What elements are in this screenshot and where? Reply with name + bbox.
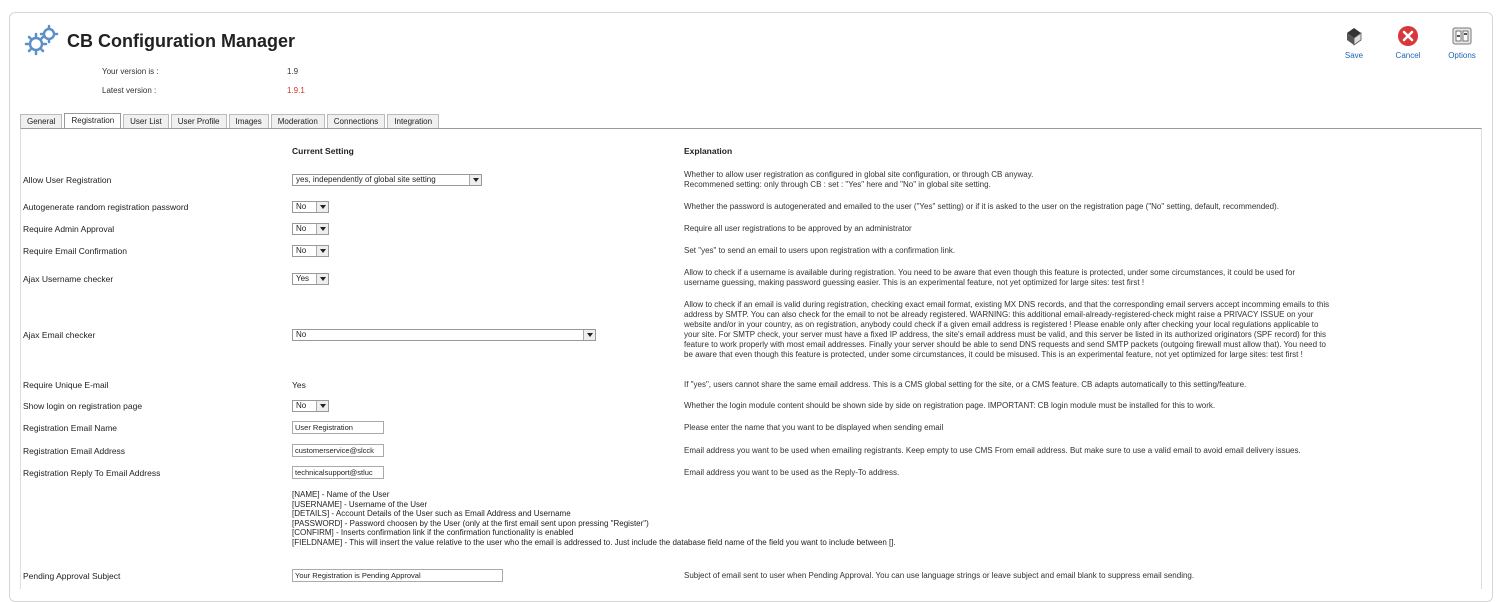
setting-explanation bbox=[684, 170, 1470, 190]
cancel-button[interactable] bbox=[1388, 24, 1428, 60]
registration-email-address-input[interactable]: customerservice@slcck bbox=[292, 444, 384, 457]
legend-line: [FIELDNAME] - This will insert the value relative to the user who the email is addressed to. Just include the database field name of the field you want to include between []. bbox=[292, 537, 896, 547]
chevron-down-icon bbox=[316, 401, 328, 411]
select-value: No bbox=[296, 401, 307, 410]
setting-explanation bbox=[684, 300, 1470, 360]
setting-label: Allow User Registration bbox=[23, 175, 112, 185]
tab-moderation[interactable]: Moderation bbox=[271, 114, 325, 128]
explanation-line: Subject of email sent to user when Pending Approval. You can use language strings or leave subject and email blank to suppress email sending. bbox=[684, 571, 1195, 580]
setting-label: Require Unique E-mail bbox=[23, 380, 109, 390]
setting-label: Registration Email Address bbox=[23, 446, 126, 456]
allow-registration-select[interactable] bbox=[292, 174, 482, 186]
options-icon bbox=[1450, 24, 1474, 48]
tab-connections[interactable]: Connections bbox=[327, 114, 385, 128]
email-confirmation-select[interactable] bbox=[292, 245, 329, 257]
gears-icon bbox=[24, 24, 60, 58]
reply-to-email-input[interactable]: technicalsupport@stluc bbox=[292, 466, 384, 479]
unique-email-value: Yes bbox=[292, 380, 306, 390]
explanation-line: If "yes", users cannot share the same email address. This is a CMS global setting for the site, or a CMS feature. CB adapts automatically to this setting/feature. bbox=[684, 380, 1247, 389]
column-header-explanation: Explanation bbox=[684, 146, 733, 156]
page-title: CB Configuration Manager bbox=[67, 31, 295, 51]
setting-explanation bbox=[684, 423, 1470, 433]
options-button[interactable] bbox=[1442, 24, 1482, 60]
explanation-line: Whether the password is autogenerated and emailed to the user ("Yes" setting) or if it is asked to the user on the registration page ("No" setting, default, recommended). bbox=[684, 202, 1279, 211]
setting-label: Ajax Username checker bbox=[23, 274, 114, 284]
setting-explanation bbox=[684, 571, 1470, 581]
column-header-setting: Current Setting bbox=[292, 146, 354, 156]
explanation-line: address by SMTP. You can also check for the email to not be already registered. WARNING: this additional email-already-registered-check might raise a PRIVACY ISSUE on your bbox=[684, 310, 1314, 319]
ajax-username-checker-select[interactable] bbox=[292, 273, 329, 285]
setting-label: Registration Reply To Email Address bbox=[23, 468, 161, 478]
chevron-down-icon bbox=[583, 330, 595, 340]
setting-label: Require Admin Approval bbox=[23, 224, 115, 234]
explanation-line: be aware that even though this feature is protected, under some circumstances, it could be misused. This is an experimental feature, not yet optimized for large sites: test first ! bbox=[684, 350, 1303, 359]
legend-line: [USERNAME] - Username of the User bbox=[292, 499, 428, 509]
explanation-line: Set "yes" to send an email to users upon registration with a confirmation link. bbox=[684, 246, 956, 255]
setting-label: Pending Approval Subject bbox=[23, 571, 121, 581]
version-current-label: Your version is : bbox=[102, 67, 159, 76]
admin-approval-select[interactable] bbox=[292, 223, 329, 235]
explanation-line: username guessing, making password guessing easier. This is an experimental feature, not yet optimized for large sites: test first ! bbox=[684, 278, 1145, 287]
setting-explanation bbox=[684, 468, 1470, 478]
setting-explanation bbox=[684, 401, 1470, 411]
setting-explanation bbox=[684, 202, 1470, 212]
setting-explanation bbox=[684, 380, 1470, 390]
ajax-email-checker-select[interactable] bbox=[292, 329, 596, 341]
legend-line: [CONFIRM] - Inserts confirmation link if the confirmation functionality is enabled bbox=[292, 528, 574, 537]
chevron-down-icon bbox=[316, 224, 328, 234]
legend-line: [NAME] - Name of the User bbox=[292, 490, 390, 499]
version-latest-label: Latest version : bbox=[102, 86, 157, 95]
cancel-icon bbox=[1396, 24, 1420, 48]
explanation-line: your site. For SMTP check, your server must have a fixed IP address, the site's email address must be valid, and this server be listed in its authorized originators (SPF record) for this bbox=[684, 330, 1326, 339]
explanation-line: Email address you want to be used as the Reply-To address. bbox=[684, 468, 900, 477]
chevron-down-icon bbox=[469, 175, 481, 185]
placeholders-legend bbox=[292, 490, 896, 547]
select-value: No bbox=[296, 224, 307, 233]
explanation-line: Require all user registrations to be approved by an administrator bbox=[684, 224, 912, 233]
tab-user-list[interactable]: User List bbox=[123, 114, 169, 128]
setting-explanation bbox=[684, 268, 1470, 288]
tab-general[interactable]: General bbox=[20, 114, 62, 128]
options-label: Options bbox=[1448, 51, 1476, 60]
select-value: No bbox=[296, 202, 307, 211]
legend-line: [DETAILS] - Account Details of the User such as Email Address and Username bbox=[292, 509, 571, 518]
autogenerate-password-select[interactable] bbox=[292, 201, 329, 213]
explanation-line: Allow to check if a username is available during registration. You need to be aware that even though this feature is protected, under some circumstances, it could be used for bbox=[684, 268, 1296, 277]
pending-approval-subject-input[interactable]: Your Registration is Pending Approval bbox=[292, 569, 503, 582]
chevron-down-icon bbox=[316, 274, 328, 284]
explanation-line: Email address you want to be used when emailing registrants. Keep empty to use CMS From email address. But make sure to use a valid email to avoid email delivery issues. bbox=[684, 446, 1301, 455]
legend-line: [PASSWORD] - Password choosen by the User (only at the first email sent upon pressing "Register") bbox=[292, 518, 649, 528]
explanation-line: Recommened setting: only through CB : set : "Yes" here and "No" in global site setting. bbox=[684, 180, 991, 189]
setting-label: Registration Email Name bbox=[23, 423, 118, 433]
explanation-line: Whether the login module content should be shown side by side on registration page. IMPORTANT: CB login module must be installed for this to work. bbox=[684, 401, 1216, 410]
setting-explanation bbox=[684, 446, 1470, 456]
registration-email-name-input[interactable]: User Registration bbox=[292, 421, 384, 434]
save-icon bbox=[1342, 24, 1366, 48]
setting-label: Ajax Email checker bbox=[23, 330, 96, 340]
tab-images[interactable]: Images bbox=[229, 114, 269, 128]
select-value: No bbox=[296, 246, 307, 255]
explanation-line: Allow to check if an email is valid during registration, checking exact email format, existing MX DNS records, and that the corresponding email servers accept incomming emails to this bbox=[684, 300, 1330, 309]
version-latest-value: 1.9.1 bbox=[287, 86, 305, 95]
chevron-down-icon bbox=[316, 246, 328, 256]
explanation-line: Please enter the name that you want to be displayed when sending email bbox=[684, 423, 944, 432]
setting-label: Autogenerate random registration password bbox=[23, 202, 189, 212]
select-value: Yes bbox=[296, 274, 310, 283]
setting-label: Require Email Confirmation bbox=[23, 246, 127, 256]
chevron-down-icon bbox=[316, 202, 328, 212]
select-value: yes, independently of global site setting bbox=[296, 175, 436, 184]
save-label: Save bbox=[1344, 51, 1364, 60]
tab-bar bbox=[20, 114, 439, 128]
version-current-value: 1.9 bbox=[287, 67, 299, 76]
toolbar bbox=[1334, 24, 1482, 60]
save-button[interactable] bbox=[1334, 24, 1374, 60]
tab-integration[interactable]: Integration bbox=[387, 114, 439, 128]
setting-explanation bbox=[684, 224, 1470, 234]
cancel-label: Cancel bbox=[1395, 51, 1421, 60]
show-login-select[interactable] bbox=[292, 400, 329, 412]
tab-registration[interactable]: Registration bbox=[64, 113, 121, 128]
explanation-line: Whether to allow user registration as configured in global site configuration, or through CB anyway. bbox=[684, 170, 1034, 179]
tab-user-profile[interactable]: User Profile bbox=[171, 114, 227, 128]
explanation-line: website and/or in your country, as on registration, anybody could check if a given email address is registered ! Please enable only after checking your local regulations applicable to bbox=[684, 320, 1319, 329]
select-value: No bbox=[296, 330, 307, 339]
setting-explanation bbox=[684, 246, 1470, 256]
setting-label: Show login on registration page bbox=[23, 401, 143, 411]
explanation-line: feature to work properly with most email addresses. Finally your server should be able to send DNS requests and send SMTP packets (outgoing firewall must allow that). You need to bbox=[684, 340, 1326, 349]
